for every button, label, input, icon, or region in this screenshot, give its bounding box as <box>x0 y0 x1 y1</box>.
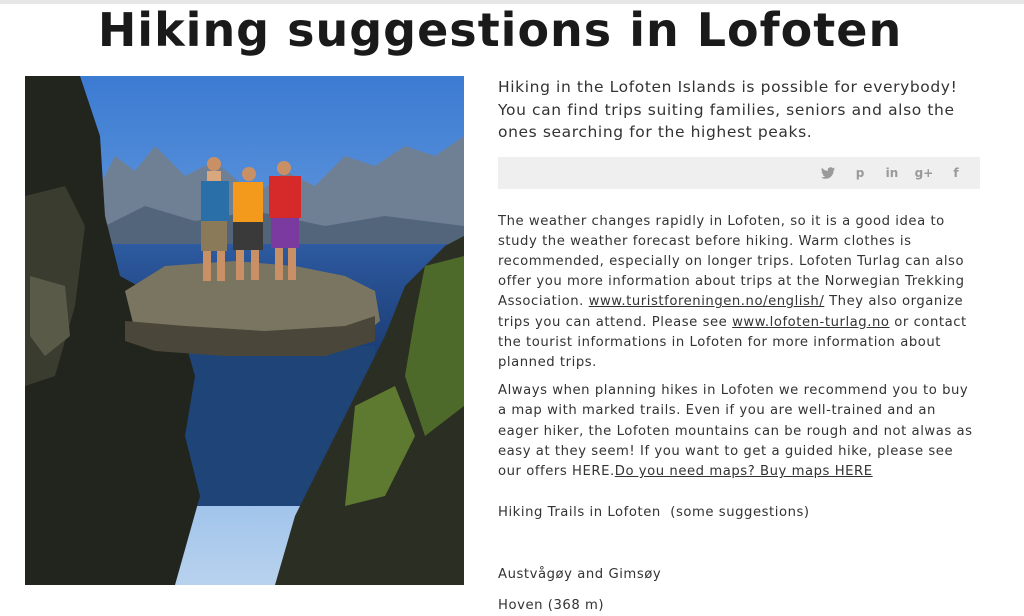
weather-text-2: They also organize trips you can attend. Please see <box>498 294 964 330</box>
page-title: Hiking suggestions in Lofoten <box>97 3 903 57</box>
maps-text: Always when planning hikes in Lofoten we recommend you to buy a map with marked trails. Even if you are well-trained and an eager hiker, the Lofoten mountains can be rough and not alwas as easy at they seem! If you want to get a guided hike, please see our offers HERE. <box>498 383 973 479</box>
weather-text-3: or contact the tourist informations in Lofoten for more information about planned trips. <box>498 314 967 370</box>
twitter-icon[interactable] <box>814 159 842 187</box>
maps-paragraph <box>498 381 980 482</box>
region-heading: Austvågøy and Gimsøy <box>498 567 662 583</box>
hikers-photo <box>25 76 464 585</box>
intro-text: Hiking in the Lofoten Islands is possible for everybody! You can find trips suiting families, seniors and also the ones searching for the highest peaks. <box>498 78 958 141</box>
lofoten-turlag-link[interactable]: www.lofoten-turlag.no <box>732 314 890 330</box>
facebook-icon[interactable]: f <box>953 165 959 180</box>
share-bar <box>498 157 980 189</box>
trails-heading: Hiking Trails in Lofoten (some suggestions) <box>498 505 810 521</box>
weather-paragraph <box>498 212 980 374</box>
turistforeningen-link[interactable]: www.turistforeningen.no/english/ <box>588 294 825 310</box>
googleplus-icon[interactable]: g+ <box>914 165 934 180</box>
article-content <box>498 76 980 616</box>
trail-item: Hoven (368 m) <box>498 597 605 613</box>
weather-text-1: The weather changes rapidly in Lofoten, so it is a good idea to study the weather forecast before hiking. Warm clothes is recommended, especially on longer trips. Lofoten Turlag can also offer you more information about trips at the Norwegian Trekking Association. <box>498 213 965 310</box>
pinterest-icon[interactable]: p <box>855 165 865 180</box>
linkedin-icon[interactable]: in <box>885 165 899 180</box>
buy-maps-link[interactable]: Do you need maps? Buy maps HERE <box>614 463 873 479</box>
